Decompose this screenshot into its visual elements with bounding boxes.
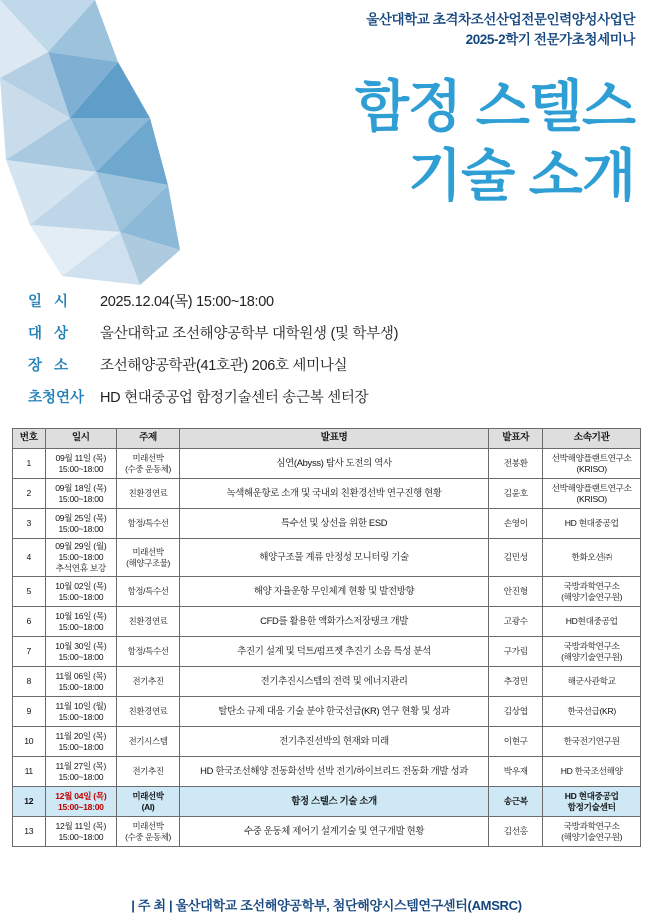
cell-presenter: 김윤호 xyxy=(489,479,543,509)
header-block xyxy=(366,10,635,49)
cell-subject: 미래선박 (AI) xyxy=(117,787,180,817)
cell-title: 해양 자율운항 무인체계 현황 및 발전방향 xyxy=(180,577,489,607)
cell-presenter: 김상엽 xyxy=(489,697,543,727)
cell-presenter: 김선홍 xyxy=(489,817,543,847)
cell-title: 해양구조물 계류 안정성 모니터링 기술 xyxy=(180,539,489,577)
cell-title: 탈탄소 규제 대응 기술 분야 한국선급(KR) 연구 현황 및 성과 xyxy=(180,697,489,727)
title-line-1: 함정 스텔스 xyxy=(354,75,635,138)
info-value-venue: 조선해양공학관(41호관) 206호 세미나실 xyxy=(100,358,348,374)
info-row-audience xyxy=(28,322,628,343)
cell-date: 09월 11일 (목) 15:00~18:00 xyxy=(45,449,117,479)
cell-date: 09월 25일 (목) 15:00~18:00 xyxy=(45,509,117,539)
cell-title: 녹색해운항로 소개 및 국내외 친환경선박 연구진행 현황 xyxy=(180,479,489,509)
cell-date: 11월 20일 (목) 15:00~18:00 xyxy=(45,727,117,757)
cell-org: HD 현대중공업 xyxy=(543,509,641,539)
info-value-datetime: 2025.12.04(목) 15:00~18:00 xyxy=(100,294,274,310)
info-label-datetime: 일 시 xyxy=(28,294,73,310)
cell-no: 4 xyxy=(13,539,46,577)
cell-no: 6 xyxy=(13,607,46,637)
cell-date: 10월 16일 (목) 15:00~18:00 xyxy=(45,607,117,637)
organizer-line-1: 울산대학교 초격차조선산업전문인력양성사업단 xyxy=(366,12,635,27)
organizer-line-2: 2025-2학기 전문가초청세미나 xyxy=(465,31,635,47)
schedule-table-container xyxy=(12,428,641,847)
cell-subject: 미래선박 (수중 운동체) xyxy=(117,817,180,847)
cell-presenter: 구가림 xyxy=(489,637,543,667)
cell-no: 12 xyxy=(13,787,46,817)
cell-no: 7 xyxy=(13,637,46,667)
cell-org: 해군사관학교 xyxy=(543,667,641,697)
cell-title: 함정 스텔스 기술 소개 xyxy=(180,787,489,817)
info-value-speaker: HD 현대중공업 함정기술센터 송근복 센터장 xyxy=(100,390,369,406)
col-header-presenter: 발표자 xyxy=(489,429,543,449)
cell-subject: 전기추진 xyxy=(117,757,180,787)
table-row xyxy=(13,607,641,637)
info-label-audience: 대 상 xyxy=(28,326,73,342)
info-row-venue xyxy=(28,354,628,375)
cell-title: 심연(Abyss) 탐사 도전의 역사 xyxy=(180,449,489,479)
cell-presenter: 이현구 xyxy=(489,727,543,757)
cell-org: 한화오션㈜ xyxy=(543,539,641,577)
table-row xyxy=(13,449,641,479)
cell-date: 10월 30일 (목) 15:00~18:00 xyxy=(45,637,117,667)
cell-presenter: 손영이 xyxy=(489,509,543,539)
cell-no: 9 xyxy=(13,697,46,727)
cell-org: 한국전기연구원 xyxy=(543,727,641,757)
cell-date: 11월 10일 (월) 15:00~18:00 xyxy=(45,697,117,727)
table-row xyxy=(13,509,641,539)
cell-presenter: 박우재 xyxy=(489,757,543,787)
cell-no: 3 xyxy=(13,509,46,539)
cell-date: 09월 18일 (목) 15:00~18:00 xyxy=(45,479,117,509)
cell-title: HD 한국조선해양 전동화선박 선박 전기/하이브리드 전동화 개발 성과 xyxy=(180,757,489,787)
cell-subject: 미래선박 (수중 운동체) xyxy=(117,449,180,479)
table-row xyxy=(13,817,641,847)
table-row xyxy=(13,479,641,509)
cell-date: 09월 29일 (월) 15:00~18:00 추석연휴 보강 xyxy=(45,539,117,577)
table-row xyxy=(13,539,641,577)
cell-org: 국방과학연구소 (해양기술연구원) xyxy=(543,577,641,607)
info-label-venue: 장 소 xyxy=(28,358,73,374)
info-value-audience: 울산대학교 조선해양공학부 대학원생 (및 학부생) xyxy=(100,326,399,342)
cell-org: 한국선급(KR) xyxy=(543,697,641,727)
cell-no: 5 xyxy=(13,577,46,607)
cell-title: 전기추진시스템의 전력 및 에너지관리 xyxy=(180,667,489,697)
cell-org: HD 한국조선해양 xyxy=(543,757,641,787)
cell-date: 12월 04일 (목) 15:00~18:00 xyxy=(45,787,117,817)
table-row xyxy=(13,727,641,757)
footer-host: | 주 최 | 울산대학교 조선해양공학부, 첨단해양시스템연구센터(AMSRC) xyxy=(131,898,522,913)
table-row xyxy=(13,757,641,787)
col-header-no: 번호 xyxy=(13,429,46,449)
table-row xyxy=(13,667,641,697)
cell-no: 13 xyxy=(13,817,46,847)
cell-title: 수중 운동체 제어기 설계기술 및 연구개발 현황 xyxy=(180,817,489,847)
cell-date: 11월 27일 (목) 15:00~18:00 xyxy=(45,757,117,787)
cell-date: 10월 02일 (목) 15:00~18:00 xyxy=(45,577,117,607)
cell-no: 11 xyxy=(13,757,46,787)
cell-date: 11월 06일 (목) 15:00~18:00 xyxy=(45,667,117,697)
cell-subject: 함정/특수선 xyxy=(117,509,180,539)
cell-org: HD현대중공업 xyxy=(543,607,641,637)
title-line-2: 기술 소개 xyxy=(408,144,635,208)
cell-date: 12월 11일 (목) 15:00~18:00 xyxy=(45,817,117,847)
cell-presenter: 고광수 xyxy=(489,607,543,637)
cell-subject: 함정/특수선 xyxy=(117,637,180,667)
cell-subject: 미래선박 (해양구조물) xyxy=(117,539,180,577)
cell-title: 전기추진선박의 현재와 미래 xyxy=(180,727,489,757)
decorative-polygon-art xyxy=(0,0,200,290)
cell-presenter: 안진형 xyxy=(489,577,543,607)
cell-no: 10 xyxy=(13,727,46,757)
poster-title xyxy=(354,75,635,208)
cell-presenter: 추경민 xyxy=(489,667,543,697)
schedule-table xyxy=(12,428,641,847)
table-row xyxy=(13,577,641,607)
table-header-row xyxy=(13,429,641,449)
cell-title: 추진기 설계 및 덕트/펌프젯 추진기 소음 특성 분석 xyxy=(180,637,489,667)
info-label-speaker: 초청연사 xyxy=(28,390,85,406)
cell-no: 2 xyxy=(13,479,46,509)
cell-no: 1 xyxy=(13,449,46,479)
cell-title: 특수선 및 상선을 위한 ESD xyxy=(180,509,489,539)
table-row xyxy=(13,637,641,667)
cell-subject: 친환경연료 xyxy=(117,607,180,637)
cell-subject: 전기시스템 xyxy=(117,727,180,757)
cell-presenter: 전봉환 xyxy=(489,449,543,479)
cell-org: 국방과학연구소 (해양기술연구원) xyxy=(543,817,641,847)
schedule-table-body xyxy=(13,449,641,847)
cell-title: CFD를 활용한 액화가스저장탱크 개발 xyxy=(180,607,489,637)
cell-subject: 친환경연료 xyxy=(117,697,180,727)
col-header-date: 일시 xyxy=(45,429,117,449)
table-row xyxy=(13,697,641,727)
cell-subject: 전기추진 xyxy=(117,667,180,697)
cell-org: 국방과학연구소 (해양기술연구원) xyxy=(543,637,641,667)
col-header-subject: 주제 xyxy=(117,429,180,449)
event-info-list xyxy=(28,290,628,418)
cell-subject: 함정/특수선 xyxy=(117,577,180,607)
cell-presenter: 송근복 xyxy=(489,787,543,817)
cell-no: 8 xyxy=(13,667,46,697)
cell-presenter: 김민성 xyxy=(489,539,543,577)
cell-subject: 친환경연료 xyxy=(117,479,180,509)
info-row-speaker xyxy=(28,386,628,407)
col-header-org: 소속기관 xyxy=(543,429,641,449)
info-row-datetime xyxy=(28,290,628,311)
cell-org: HD 현대중공업 함정기술센터 xyxy=(543,787,641,817)
table-row xyxy=(13,787,641,817)
col-header-title: 발표명 xyxy=(180,429,489,449)
cell-org: 선박해양플랜트연구소 (KRISO) xyxy=(543,479,641,509)
cell-org: 선박해양플랜트연구소 (KRISO) xyxy=(543,449,641,479)
